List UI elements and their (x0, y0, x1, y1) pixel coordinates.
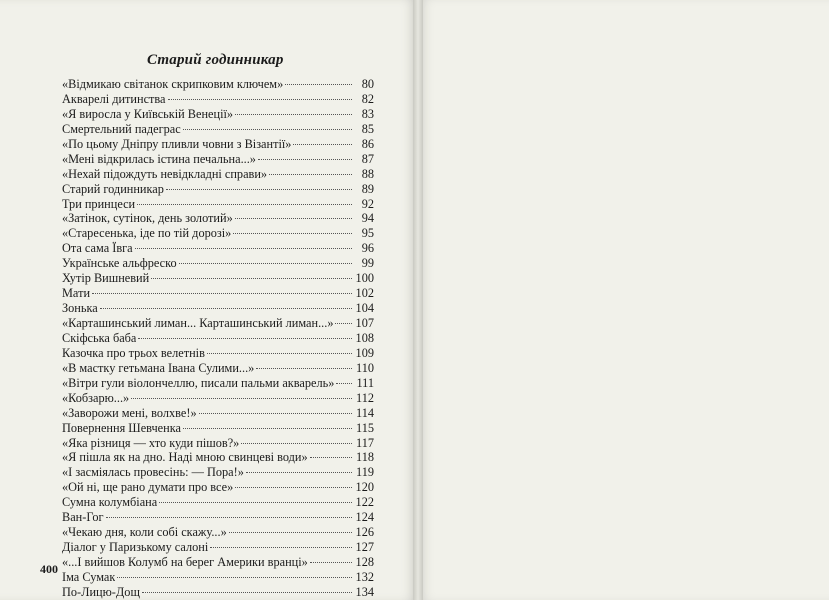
toc-entry-page: 109 (355, 345, 374, 360)
dot-leader (235, 487, 352, 488)
dot-leader (241, 443, 352, 444)
toc-entry-page: 117 (356, 435, 374, 450)
toc-entry-page: 134 (355, 584, 374, 599)
book-gutter (413, 0, 423, 600)
toc-entry-page: 86 (361, 136, 374, 151)
dot-leader (179, 263, 352, 264)
toc-entry-page: 108 (355, 330, 374, 345)
dot-leader (269, 174, 352, 175)
dot-leader (166, 189, 352, 190)
toc-entry-page: 115 (356, 420, 374, 435)
toc-entry-title: Старий годинникар (62, 181, 164, 196)
toc-entry (62, 137, 374, 152)
toc-entry (62, 361, 374, 376)
toc-entry-page: 111 (356, 375, 374, 390)
dot-leader (106, 517, 352, 518)
toc-entry-title: «Чекаю дня, коли собі скажу...» (62, 525, 227, 540)
toc-entry-page: 112 (356, 390, 374, 405)
page-number-left: 400 (40, 562, 58, 576)
dot-leader (235, 218, 352, 219)
toc-entry (62, 525, 374, 540)
toc-entry-page: 107 (355, 316, 374, 330)
dot-leader (336, 383, 352, 384)
right-page (418, 0, 829, 600)
toc-entry-title: Повернення Шевченка (62, 420, 181, 435)
toc-entry-title: Три принцеси (62, 196, 136, 211)
toc-entry (62, 465, 374, 480)
toc-entry-page: 80 (361, 77, 374, 91)
dot-leader (100, 308, 352, 309)
toc-entry (62, 421, 374, 436)
toc-entry-title: «Відмикаю світанок скрипковим ключем» (62, 77, 284, 91)
toc-entry-title: По-Лицю-Дощ (62, 584, 140, 599)
dot-leader (135, 248, 352, 249)
toc-entry (62, 271, 374, 286)
toc-entry (62, 256, 374, 271)
toc-entry (62, 197, 374, 212)
toc-entry-title: Казочка про трьох велетнів (62, 345, 205, 360)
dot-leader (137, 204, 352, 205)
dot-leader (183, 129, 352, 130)
toc-list-left (62, 77, 374, 600)
toc-entry (62, 346, 374, 361)
toc-entry (62, 92, 374, 107)
dot-leader (285, 84, 352, 85)
toc-entry-title: Ван-Гог (62, 510, 104, 525)
toc-entry-title: Українське альфреско (62, 256, 177, 271)
toc-entry-title: Діалог у Паризькому салоні (62, 540, 209, 555)
toc-entry (62, 570, 374, 585)
toc-entry (62, 241, 374, 256)
toc-entry-page: 110 (356, 360, 374, 375)
dot-leader (258, 159, 352, 160)
toc-entry-title: «Я виросла у Київській Венеції» (62, 106, 234, 121)
toc-entry (62, 301, 374, 316)
toc-entry (62, 510, 374, 525)
dot-leader (233, 233, 352, 234)
dot-leader (199, 413, 352, 414)
toc-entry-page: 124 (355, 510, 374, 525)
dot-leader (168, 99, 353, 100)
toc-entry (62, 152, 374, 167)
toc-entry (62, 391, 374, 406)
dot-leader (310, 457, 352, 458)
toc-entry-title: «В мастку гетьмана Івана Сулими...» (62, 360, 255, 375)
toc-entry-title: «Мені відкрилась істина печальна...» (62, 151, 256, 166)
toc-entry-title: «Заворожи мені, волхве!» (62, 405, 197, 420)
dot-leader (92, 293, 352, 294)
toc-entry-page: 122 (355, 495, 374, 510)
toc-entry-page: 100 (355, 271, 374, 286)
toc-entry-title: Зонька (62, 301, 98, 316)
toc-entry-page: 132 (355, 569, 374, 584)
toc-entry-title: «Затінок, сутінок, день золотий» (62, 211, 233, 226)
toc-entry (62, 107, 374, 122)
toc-entry-title: «Я пішла як на дно. Наді мною свинцеві води» (62, 450, 308, 465)
dot-leader (183, 428, 352, 429)
toc-entry (62, 555, 374, 570)
toc-entry (62, 316, 374, 331)
dot-leader (246, 472, 352, 473)
toc-entry-title: «По цьому Дніпру пливли човни з Візантії» (62, 136, 292, 151)
toc-entry-page: 104 (355, 301, 374, 316)
toc-entry-page: 96 (361, 241, 374, 256)
toc-entry (62, 226, 374, 241)
toc-entry-page: 94 (361, 211, 374, 226)
toc-entry-page: 85 (361, 121, 374, 136)
toc-entry (62, 480, 374, 495)
dot-leader (310, 562, 352, 563)
toc-entry-title: Іма Сумак (62, 569, 116, 584)
toc-entry-page: 99 (361, 256, 374, 271)
toc-entry-page: 102 (355, 286, 374, 301)
dot-leader (210, 547, 352, 548)
dot-leader (151, 278, 352, 279)
toc-entry-page: 87 (361, 151, 374, 166)
dot-leader (335, 323, 352, 324)
dot-leader (229, 532, 352, 533)
toc-entry (62, 585, 374, 600)
toc-entry-title: «Яка різниця — хто куди пішов?» (62, 435, 240, 450)
dot-leader (142, 592, 352, 593)
toc-entry (62, 406, 374, 421)
dot-leader (159, 502, 352, 503)
dot-leader (131, 398, 352, 399)
toc-entry-title: «Вітри гули віолончеллю, писали пальми акварель» (62, 375, 335, 390)
toc-entry-page: 95 (361, 226, 374, 241)
toc-entry-page: 83 (361, 106, 374, 121)
toc-entry (62, 211, 374, 226)
toc-entry-page: 120 (355, 480, 374, 495)
toc-entry-title: «І засміялась провесінь: — Пора!» (62, 465, 244, 480)
toc-entry-title: «Ой ні, ще рано думати про все» (62, 480, 234, 495)
toc-entry (62, 286, 374, 301)
toc-entry-title: Ота сама Ївга (62, 241, 133, 256)
dot-leader (256, 368, 352, 369)
toc-entry (62, 495, 374, 510)
toc-entry-title: Смертельний падеграс (62, 121, 181, 136)
toc-entry-title: «Карташинський лиман... Карташинський лиман...» (62, 316, 334, 330)
toc-entry-title: Акварелі дитинства (62, 91, 166, 106)
toc-entry-title: «Нехай підождуть невідкладні справи» (62, 166, 268, 181)
toc-entry (62, 77, 374, 92)
toc-entry-page: 126 (355, 525, 374, 540)
toc-entry-title: «...І вийшов Колумб на берег Америки вранці» (62, 555, 308, 569)
toc-entry-title: «Кобзарю...» (62, 390, 130, 405)
section-title: Старий годинникар (147, 52, 284, 68)
dot-leader (117, 577, 352, 578)
dot-leader (235, 114, 352, 115)
toc-entry (62, 436, 374, 451)
toc-entry-page: 119 (356, 465, 374, 480)
toc-entry-page: 114 (356, 405, 374, 420)
toc-entry (62, 331, 374, 346)
toc-entry (62, 540, 374, 555)
toc-entry-title: Мати (62, 286, 91, 301)
toc-entry-page: 82 (361, 91, 374, 106)
toc-entry-page: 128 (355, 555, 374, 569)
toc-entry (62, 182, 374, 197)
toc-entry-title: Скіфська баба (62, 330, 137, 345)
toc-entry (62, 450, 374, 465)
toc-entry-title: Сумна колумбіана (62, 495, 158, 510)
toc-entry-page: 92 (361, 196, 374, 211)
toc-entry (62, 167, 374, 182)
toc-entry-page: 89 (361, 181, 374, 196)
toc-entry-title: Хутір Вишневий (62, 271, 150, 286)
dot-leader (138, 338, 352, 339)
toc-entry-page: 118 (356, 450, 374, 465)
toc-entry-page: 127 (355, 540, 374, 555)
toc-entry-title: «Старесенька, іде по тій дорозі» (62, 226, 232, 241)
dot-leader (293, 144, 352, 145)
dot-leader (207, 353, 352, 354)
toc-entry (62, 122, 374, 137)
toc-entry-page: 88 (361, 166, 374, 181)
toc-entry (62, 376, 374, 391)
